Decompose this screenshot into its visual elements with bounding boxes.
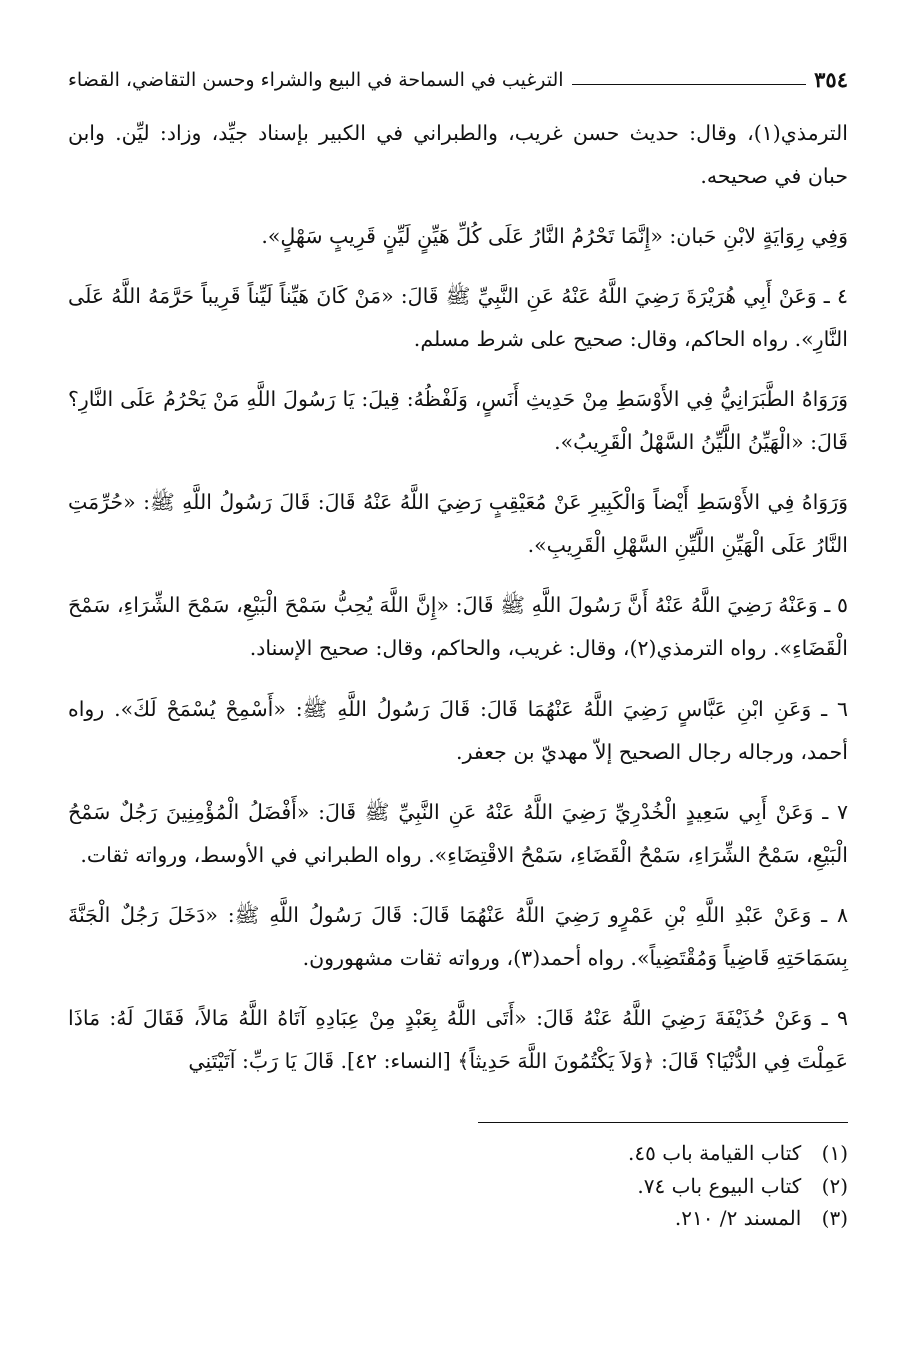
footnote-text: المسند ٢/ ٢١٠.: [674, 1206, 802, 1230]
footnote-mark: (١): [821, 1141, 848, 1165]
footnote-text: كتاب القيامة باب ٤٥.: [628, 1141, 802, 1165]
paragraph: ٤ ـ وَعَنْ أَبِي هُرَيْرَةَ رَضِيَ اللَّهُ عَنْهُ عَنِ النَّبِيِّ ﷺ قَالَ: «مَنْ كَانَ هَيِّناً لَيِّناً قَرِيباً حَرَّمَهُ اللَّهُ عَلَى النَّارِ». رواه الحاكم، وقال: صحيح على شرط مسلم.: [68, 284, 848, 352]
paragraph: وَرَوَاهُ الطَّبَرَانِيُّ فِي الأَوْسَطِ مِنْ حَدِيثِ أَنَسٍ، وَلَفْظُهُ: قِيلَ: يَا رَسُولَ اللَّهِ مَنْ يَحْرُمُ عَلَى النَّارِ؟ قَالَ: «الْهَيِّنُ اللَّيِّنُ السَّهْلُ الْقَرِيبُ».: [68, 387, 848, 455]
running-header: [68, 64, 848, 94]
footnotes: [68, 1122, 848, 1235]
book-page: [68, 64, 848, 1100]
running-title: الترغيب في السماحة في البيع والشراء وحسن التقاضي، القضاء: [68, 69, 564, 91]
paragraph: ٦ ـ وَعَنِ ابْنِ عَبَّاسٍ رَضِيَ اللَّهُ عَنْهُمَا قَالَ: قَالَ رَسُولُ اللَّهِ ﷺ: «أَسْمِحْ يُسْمَحْ لَكَ». رواه أحمد، ورجاله رجال الصحيح إلاّ مهديّ بن جعفر.: [68, 696, 848, 764]
paragraph: ٩ ـ وَعَنْ حُذَيْفَةَ رَضِيَ اللَّهُ عَنْهُ قَالَ: «أَتَى اللَّهُ بِعَبْدٍ مِنْ عِبَادِهِ آتَاهُ اللَّهُ مَالاً، فَقَالَ لَهُ: مَاذَا عَمِلْتَ فِي الدُّنْيَا؟ قَالَ: ﴿وَلاَ يَكْتُمُونَ اللَّهَ حَدِيثاً﴾ [النساء: ٤٢]. قَالَ يَا رَبِّ: آتَيْتَنِي: [68, 1005, 848, 1073]
paragraph: ٥ ـ وَعَنْهُ رَضِيَ اللَّهُ عَنْهُ أَنَّ رَسُولَ اللَّهِ ﷺ قَالَ: «إِنَّ اللَّهَ يُحِبُّ سَمْحَ الْبَيْعِ، سَمْحَ الشِّرَاءِ، سَمْحَ الْقَضَاءِ». رواه الترمذي(٢)، وقال: غريب، والحاكم، وقال: صحيح الإسناد.: [68, 593, 848, 661]
page-number: ٣٥٤: [814, 67, 848, 92]
paragraph: ٧ ـ وَعَنْ أَبِي سَعِيدٍ الْخُدْرِيِّ رَضِيَ اللَّهُ عَنْهُ عَنِ النَّبِيِّ ﷺ قَالَ: «أَفْضَلُ الْمُؤْمِنِينَ رَجُلٌ سَمْحُ الْبَيْعِ، سَمْحُ الشِّرَاءِ، سَمْحُ الْقَضَاءِ، سَمْحُ الاقْتِضَاءِ». رواه الطبراني في الأوسط، ورواته ثقات.: [68, 799, 848, 867]
footnote: [68, 1170, 848, 1203]
paragraph: وَفِي رِوَايَةٍ لابْنِ حَبان: «إِنَّمَا تَحْرُمُ النَّارُ عَلَى كُلِّ هَيِّنٍ لَيِّنٍ قَرِيبٍ سَهْلٍ».: [261, 224, 848, 249]
footnote-text: كتاب البيوع باب ٧٤.: [637, 1173, 802, 1198]
footnote: [68, 1137, 848, 1170]
footnote-rule: [478, 1122, 848, 1123]
body-text: [68, 112, 848, 1092]
footnote: [68, 1202, 848, 1235]
paragraph: وَرَوَاهُ فِي الأَوْسَطِ أَيْضاً وَالْكَبِيرِ عَنْ مُعَيْقِبٍ رَضِيَ اللَّهُ عَنْهُ قَالَ: قَالَ رَسُولُ اللَّهِ ﷺ: «حُرِّمَتِ النَّارُ عَلَى الْهَيِّنِ اللَّيِّنِ السَّهْلِ الْقَرِيبِ».: [68, 490, 848, 558]
header-rule: [572, 84, 807, 85]
paragraph: الترمذي(١)، وقال: حديث حسن غريب، والطبراني في الكبير بإسناد جيِّد، وزاد: ليِّن. وابن حبان في صحيحه.: [68, 121, 848, 189]
footnote-mark: (٢): [821, 1173, 848, 1198]
footnote-mark: (٣): [821, 1206, 848, 1230]
paragraph: ٨ ـ وَعَنْ عَبْدِ اللَّهِ بْنِ عَمْرٍو رَضِيَ اللَّهُ عَنْهُمَا قَالَ: قَالَ رَسُولُ اللَّهِ ﷺ: «دَخَلَ رَجُلٌ الْجَنَّةَ بِسَمَاحَتِهِ قَاضِياً وَمُقْتَضِياً». رواه أحمد(٣)، ورواته ثقات مشهورون.: [68, 902, 848, 970]
